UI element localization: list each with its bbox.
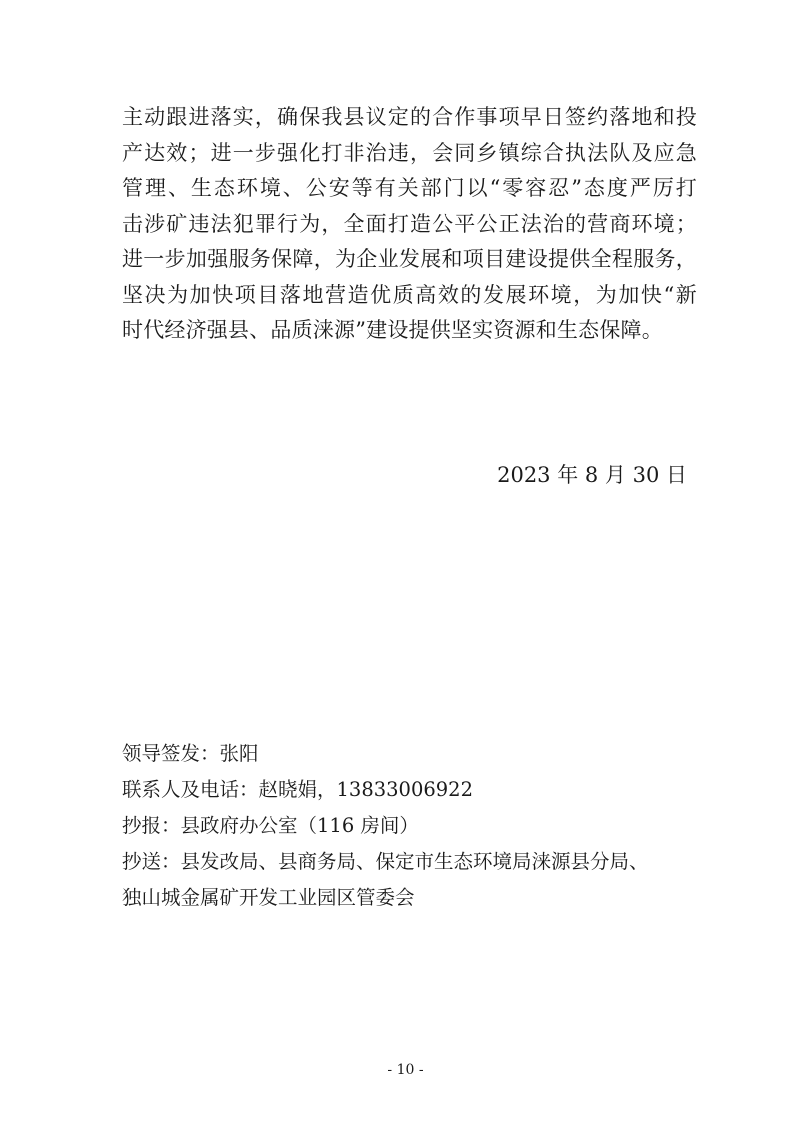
body-line: 坚决为加快项目落地营造优质高效的发展环境，为加快“新 xyxy=(122,282,697,307)
body-line: 产达效；进一步强化打非治违，会同乡镇综合执法队及应急 xyxy=(122,140,697,165)
send-to-line: 抄送：县发改局、县商务局、保定市生态环境局涞源县分局、 xyxy=(122,850,649,873)
send-to-line-continued: 独山城金属矿开发工业园区管委会 xyxy=(122,886,415,909)
contact-line: 联系人及电话：赵晓娟，13833006922 xyxy=(122,778,473,801)
body-line: 主动跟进落实，确保我县议定的合作事项早日签约落地和投 xyxy=(122,105,697,129)
body-line: 管理、生态环境、公安等有关部门以“零容忍”态度严厉打 xyxy=(122,176,697,200)
body-line: 进一步加强服务保障，为企业发展和项目建设提供全程服务， xyxy=(122,247,697,271)
report-to-line: 抄报：县政府办公室（116 房间） xyxy=(122,814,419,837)
signer-line: 领导签发：张阳 xyxy=(122,742,259,765)
page-number: - 10 - xyxy=(387,1062,424,1078)
body-line: 时代经济强县、品质涞源”建设提供坚实资源和生态保障。 xyxy=(122,318,663,342)
document-date: 2023 年 8 月 30 日 xyxy=(497,463,687,487)
body-paragraph xyxy=(122,100,697,349)
document-meta xyxy=(122,736,702,916)
body-line: 击涉矿违法犯罪行为，全面打造公平公正法治的营商环境； xyxy=(122,211,697,236)
